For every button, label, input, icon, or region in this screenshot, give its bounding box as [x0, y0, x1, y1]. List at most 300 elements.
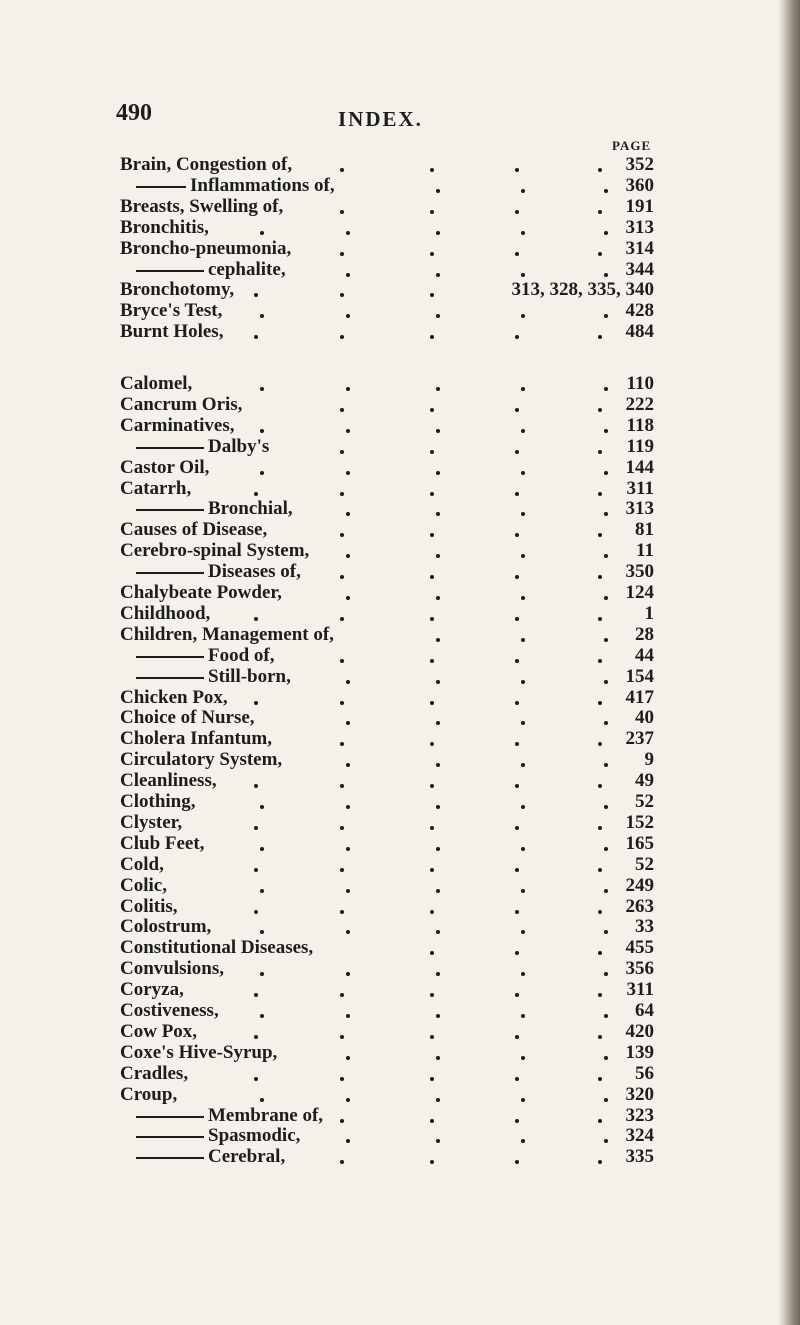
index-page-ref: 313, 328, 335, 340: [511, 279, 654, 300]
leader-dot: [430, 1119, 434, 1123]
leader-dot: [346, 1014, 350, 1018]
leader-dot: [521, 314, 525, 318]
index-term-text: Cholera Infantum,: [120, 728, 273, 749]
leader-dot: [436, 847, 440, 851]
leader-dot: [604, 972, 608, 976]
leader-dot: [598, 910, 602, 914]
index-entry: [0, 687, 800, 709]
leader-dot: [598, 659, 602, 663]
index-entry: [0, 1000, 800, 1022]
index-entry: [0, 916, 800, 938]
index-term: [120, 415, 235, 437]
index-term-text: Burnt Holes,: [120, 321, 224, 342]
index-term: [120, 478, 191, 500]
index-entry: [0, 812, 800, 834]
leader-dot: [430, 993, 434, 997]
leader-dot: [430, 826, 434, 830]
leader-dot: [436, 972, 440, 976]
index-term: [120, 791, 196, 813]
index-entry: [0, 415, 800, 437]
index-term: [120, 279, 234, 301]
index-page-ref: 455: [625, 937, 654, 958]
leader-dot: [430, 910, 434, 914]
index-page-ref: 40: [635, 707, 654, 728]
index-term-text: Coxe's Hive-Syrup,: [120, 1042, 278, 1063]
index-page-ref: 52: [635, 791, 654, 812]
index-term: [120, 1000, 219, 1022]
leader-dot: [604, 721, 608, 725]
leader-dot: [436, 189, 440, 193]
index-term: [120, 238, 291, 260]
index-term-text: Club Feet,: [120, 833, 205, 854]
index-term: [120, 582, 282, 604]
index-term: [136, 1125, 300, 1147]
index-term-text: Membrane of,: [208, 1105, 324, 1126]
index-term-text: Diseases of,: [208, 561, 301, 582]
index-term: [120, 457, 209, 479]
leader-dot: [436, 314, 440, 318]
leader-dot: [515, 408, 519, 412]
leader-dot: [260, 972, 264, 976]
leader-dot: [436, 273, 440, 277]
index-entry: [0, 1105, 800, 1127]
leader-dot: [436, 680, 440, 684]
leader-dot: [598, 742, 602, 746]
index-page-ref: 237: [625, 728, 654, 749]
leader-dot: [340, 826, 344, 830]
index-term-text: Colic,: [120, 875, 167, 896]
index-entry: [0, 1042, 800, 1064]
leader-dot: [340, 742, 344, 746]
index-term: [136, 175, 335, 197]
leader-dot: [340, 617, 344, 621]
leader-dot: [254, 492, 258, 496]
leader-dot: [346, 680, 350, 684]
index-page-ref: 324: [625, 1125, 654, 1146]
index-entry: [0, 540, 800, 562]
leader-dot: [515, 1077, 519, 1081]
index-page-ref: 154: [625, 666, 654, 687]
leader-dot: [598, 1119, 602, 1123]
index-term-text: Inflammations of,: [190, 175, 335, 196]
index-term: [136, 259, 286, 281]
leader-dot: [604, 763, 608, 767]
leader-dot: [598, 1160, 602, 1164]
leader-dot: [346, 930, 350, 934]
index-page-ref: 360: [625, 175, 654, 196]
leader-dot: [521, 387, 525, 391]
index-term: [120, 154, 292, 176]
leader-dot: [340, 293, 344, 297]
leader-dot: [430, 1160, 434, 1164]
index-page-ref: 110: [626, 373, 654, 394]
leader-dot: [346, 554, 350, 558]
leader-dot: [436, 512, 440, 516]
leader-dot: [521, 680, 525, 684]
leader-dot: [346, 314, 350, 318]
leader-dot: [604, 189, 608, 193]
leader-dot: [340, 450, 344, 454]
leader-dot: [515, 210, 519, 214]
leader-dot: [515, 1160, 519, 1164]
leader-dot: [521, 471, 525, 475]
leader-dot: [430, 701, 434, 705]
leader-dot: [515, 1119, 519, 1123]
leader-dot: [430, 252, 434, 256]
leader-dot: [521, 930, 525, 934]
index-term: [120, 540, 309, 562]
ditto-dash: [136, 270, 204, 272]
index-page-ref: 249: [625, 875, 654, 896]
leader-dot: [436, 554, 440, 558]
index-term: [120, 519, 267, 541]
leader-dot: [346, 1056, 350, 1060]
index-entry: [0, 1063, 800, 1085]
leader-dot: [515, 868, 519, 872]
index-term-text: Colostrum,: [120, 916, 212, 937]
index-term-text: Breasts, Swelling of,: [120, 196, 284, 217]
index-term: [120, 321, 223, 343]
index-page-ref: 313: [625, 217, 654, 238]
leader-dot: [430, 784, 434, 788]
index-term: [136, 645, 275, 667]
index-term: [136, 666, 291, 688]
index-page-ref: 28: [635, 624, 654, 645]
index-term: [120, 854, 164, 876]
leader-dot: [598, 826, 602, 830]
leader-dot: [521, 596, 525, 600]
index-term: [120, 373, 192, 395]
leader-dot: [436, 930, 440, 934]
index-entry: [0, 791, 800, 813]
leader-dot: [436, 596, 440, 600]
leader-dot: [436, 231, 440, 235]
leader-dot: [254, 335, 258, 339]
index-term-text: Cleanliness,: [120, 770, 217, 791]
index-entry: [0, 728, 800, 750]
index-page-ref: 118: [626, 415, 654, 436]
leader-dot: [515, 701, 519, 705]
leader-dot: [436, 1014, 440, 1018]
index-entry: [0, 833, 800, 855]
leader-dot: [521, 847, 525, 851]
leader-dot: [254, 868, 258, 872]
leader-dot: [430, 951, 434, 955]
leader-dot: [515, 826, 519, 830]
leader-dot: [260, 889, 264, 893]
leader-dot: [254, 617, 258, 621]
index-entry: [0, 478, 800, 500]
index-page-ref: 323: [625, 1105, 654, 1126]
leader-dot: [604, 680, 608, 684]
leader-dot: [604, 273, 608, 277]
index-page-ref: 9: [644, 749, 654, 770]
index-term: [136, 436, 269, 458]
index-term: [120, 217, 209, 239]
leader-dot: [521, 721, 525, 725]
leader-dot: [604, 429, 608, 433]
index-term-text: Food of,: [208, 645, 275, 666]
leader-dot: [340, 1077, 344, 1081]
leader-dot: [260, 387, 264, 391]
index-term-text: Spasmodic,: [208, 1125, 301, 1146]
leader-dot: [340, 868, 344, 872]
leader-dot: [604, 231, 608, 235]
index-page-ref: 33: [635, 916, 654, 937]
leader-dot: [598, 993, 602, 997]
ditto-dash: [136, 1157, 204, 1159]
index-term-text: Bronchitis,: [120, 217, 209, 238]
leader-dot: [340, 252, 344, 256]
index-term-text: Chicken Pox,: [120, 687, 228, 708]
leader-dot: [515, 993, 519, 997]
leader-dot: [346, 429, 350, 433]
index-term-text: Bronchial,: [208, 498, 293, 519]
index-entry: [0, 896, 800, 918]
index-page-ref: 152: [625, 812, 654, 833]
index-term-text: Choice of Nurse,: [120, 707, 255, 728]
leader-dot: [260, 930, 264, 934]
index-page-ref: 484: [625, 321, 654, 342]
index-entry: [0, 582, 800, 604]
index-page-ref: 344: [625, 259, 654, 280]
leader-dot: [430, 168, 434, 172]
leader-dot: [521, 429, 525, 433]
leader-dot: [521, 231, 525, 235]
page-column-label: PAGE: [612, 138, 652, 153]
leader-dot: [515, 492, 519, 496]
index-entry: [0, 259, 800, 281]
ditto-dash: [136, 186, 186, 188]
index-term-text: cephalite,: [208, 259, 286, 280]
index-term-text: Cerebro-spinal System,: [120, 540, 310, 561]
index-term-text: Still-born,: [208, 666, 291, 687]
index-term: [136, 1146, 285, 1168]
leader-dot: [521, 512, 525, 516]
leader-dot: [430, 575, 434, 579]
leader-dot: [515, 784, 519, 788]
leader-dot: [598, 210, 602, 214]
index-term-text: Brain, Congestion of,: [120, 154, 293, 175]
leader-dot: [346, 972, 350, 976]
ditto-dash: [136, 1116, 204, 1118]
leader-dot: [515, 168, 519, 172]
index-entry: [0, 624, 800, 646]
leader-dot: [430, 659, 434, 663]
leader-dot: [260, 847, 264, 851]
leader-dot: [521, 638, 525, 642]
leader-dot: [346, 387, 350, 391]
leader-dot: [346, 512, 350, 516]
leader-dot: [521, 1056, 525, 1060]
index-term-text: Circulatory System,: [120, 749, 283, 770]
leader-dot: [340, 168, 344, 172]
ditto-dash: [136, 509, 204, 511]
leader-dot: [515, 910, 519, 914]
leader-dot: [346, 1139, 350, 1143]
index-term-text: Chalybeate Powder,: [120, 582, 282, 603]
leader-dot: [598, 168, 602, 172]
leader-dot: [340, 408, 344, 412]
leader-dot: [340, 993, 344, 997]
index-term-text: Childhood,: [120, 603, 211, 624]
index-page-ref: 311: [626, 979, 654, 1000]
leader-dot: [430, 450, 434, 454]
ditto-dash: [136, 656, 204, 658]
leader-dot: [604, 805, 608, 809]
index-term: [120, 770, 217, 792]
index-term: [120, 958, 224, 980]
leader-dot: [436, 429, 440, 433]
leader-dot: [340, 784, 344, 788]
index-term: [120, 707, 255, 729]
index-entry: [0, 436, 800, 458]
index-page-ref: 56: [635, 1063, 654, 1084]
leader-dot: [515, 659, 519, 663]
leader-dot: [515, 742, 519, 746]
leader-dot: [340, 1035, 344, 1039]
index-term-text: Calomel,: [120, 373, 193, 394]
index-entry: [0, 958, 800, 980]
leader-dot: [340, 701, 344, 705]
leader-dot: [346, 273, 350, 277]
index-term-text: Dalby's: [208, 436, 270, 457]
leader-dot: [346, 471, 350, 475]
index-entry: [0, 279, 800, 301]
leader-dot: [521, 763, 525, 767]
leader-dot: [515, 575, 519, 579]
index-entry: [0, 937, 800, 959]
leader-dot: [254, 993, 258, 997]
index-term: [120, 728, 272, 750]
index-term: [136, 561, 301, 583]
index-term: [120, 812, 182, 834]
leader-dot: [346, 1098, 350, 1102]
leader-dot: [430, 335, 434, 339]
index-term: [120, 196, 283, 218]
index-term-text: Costiveness,: [120, 1000, 219, 1021]
index-term: [120, 687, 228, 709]
leader-dot: [436, 763, 440, 767]
index-page-ref: 139: [625, 1042, 654, 1063]
index-page-ref: 311: [626, 478, 654, 499]
leader-dot: [340, 210, 344, 214]
index-entry: [0, 770, 800, 792]
index-entry: [0, 1146, 800, 1168]
index-page-ref: 320: [625, 1084, 654, 1105]
leader-dot: [598, 617, 602, 621]
index-page-ref: 64: [635, 1000, 654, 1021]
leader-dot: [515, 252, 519, 256]
leader-dot: [521, 889, 525, 893]
index-entry: [0, 519, 800, 541]
ditto-dash: [136, 1136, 204, 1138]
leader-dot: [598, 575, 602, 579]
leader-dot: [340, 335, 344, 339]
leader-dot: [604, 512, 608, 516]
index-entry: [0, 175, 800, 197]
leader-dot: [436, 721, 440, 725]
leader-dot: [254, 826, 258, 830]
leader-dot: [430, 210, 434, 214]
index-term: [136, 498, 293, 520]
index-page-ref: 165: [625, 833, 654, 854]
leader-dot: [346, 721, 350, 725]
leader-dot: [340, 1119, 344, 1123]
index-page-ref: 119: [626, 436, 654, 457]
index-page-ref: 81: [635, 519, 654, 540]
leader-dot: [598, 1035, 602, 1039]
leader-dot: [604, 889, 608, 893]
leader-dot: [598, 450, 602, 454]
leader-dot: [260, 1014, 264, 1018]
leader-dot: [254, 293, 258, 297]
leader-dot: [436, 471, 440, 475]
leader-dot: [340, 492, 344, 496]
leader-dot: [436, 805, 440, 809]
index-page-ref: 417: [625, 687, 654, 708]
index-page-ref: 356: [625, 958, 654, 979]
leader-dot: [260, 231, 264, 235]
leader-dot: [515, 951, 519, 955]
ditto-dash: [136, 447, 204, 449]
index-term: [120, 1042, 277, 1064]
leader-dot: [515, 335, 519, 339]
ditto-dash: [136, 572, 204, 574]
leader-dot: [598, 408, 602, 412]
leader-dot: [521, 1014, 525, 1018]
leader-dot: [604, 387, 608, 391]
index-term-text: Croup,: [120, 1084, 178, 1105]
leader-dot: [604, 1139, 608, 1143]
leader-dot: [598, 1077, 602, 1081]
index-term: [120, 937, 313, 959]
index-page-ref: 314: [625, 238, 654, 259]
leader-dot: [604, 471, 608, 475]
index-page-ref: 11: [636, 540, 654, 561]
index-page-ref: 44: [635, 645, 654, 666]
index-term: [120, 833, 204, 855]
leader-dot: [604, 596, 608, 600]
leader-dot: [260, 429, 264, 433]
index-term: [120, 394, 242, 416]
index-term: [120, 875, 167, 897]
index-entry: [0, 196, 800, 218]
index-page-ref: 191: [625, 196, 654, 217]
index-entry: [0, 645, 800, 667]
leader-dot: [254, 1035, 258, 1039]
index-entry: [0, 979, 800, 1001]
leader-dot: [254, 701, 258, 705]
index-entry: [0, 217, 800, 239]
leader-dot: [436, 1098, 440, 1102]
leader-dot: [604, 638, 608, 642]
leader-dot: [430, 1077, 434, 1081]
leader-dot: [430, 868, 434, 872]
index-term-text: Bronchotomy,: [120, 279, 235, 300]
leader-dot: [521, 1139, 525, 1143]
leader-dot: [598, 252, 602, 256]
leader-dot: [598, 533, 602, 537]
index-term: [120, 1063, 188, 1085]
leader-dot: [521, 273, 525, 277]
leader-dot: [430, 533, 434, 537]
index-term-text: Cancrum Oris,: [120, 394, 243, 415]
leader-dot: [604, 1056, 608, 1060]
leader-dot: [436, 387, 440, 391]
leader-dot: [521, 1098, 525, 1102]
index-entry: [0, 854, 800, 876]
